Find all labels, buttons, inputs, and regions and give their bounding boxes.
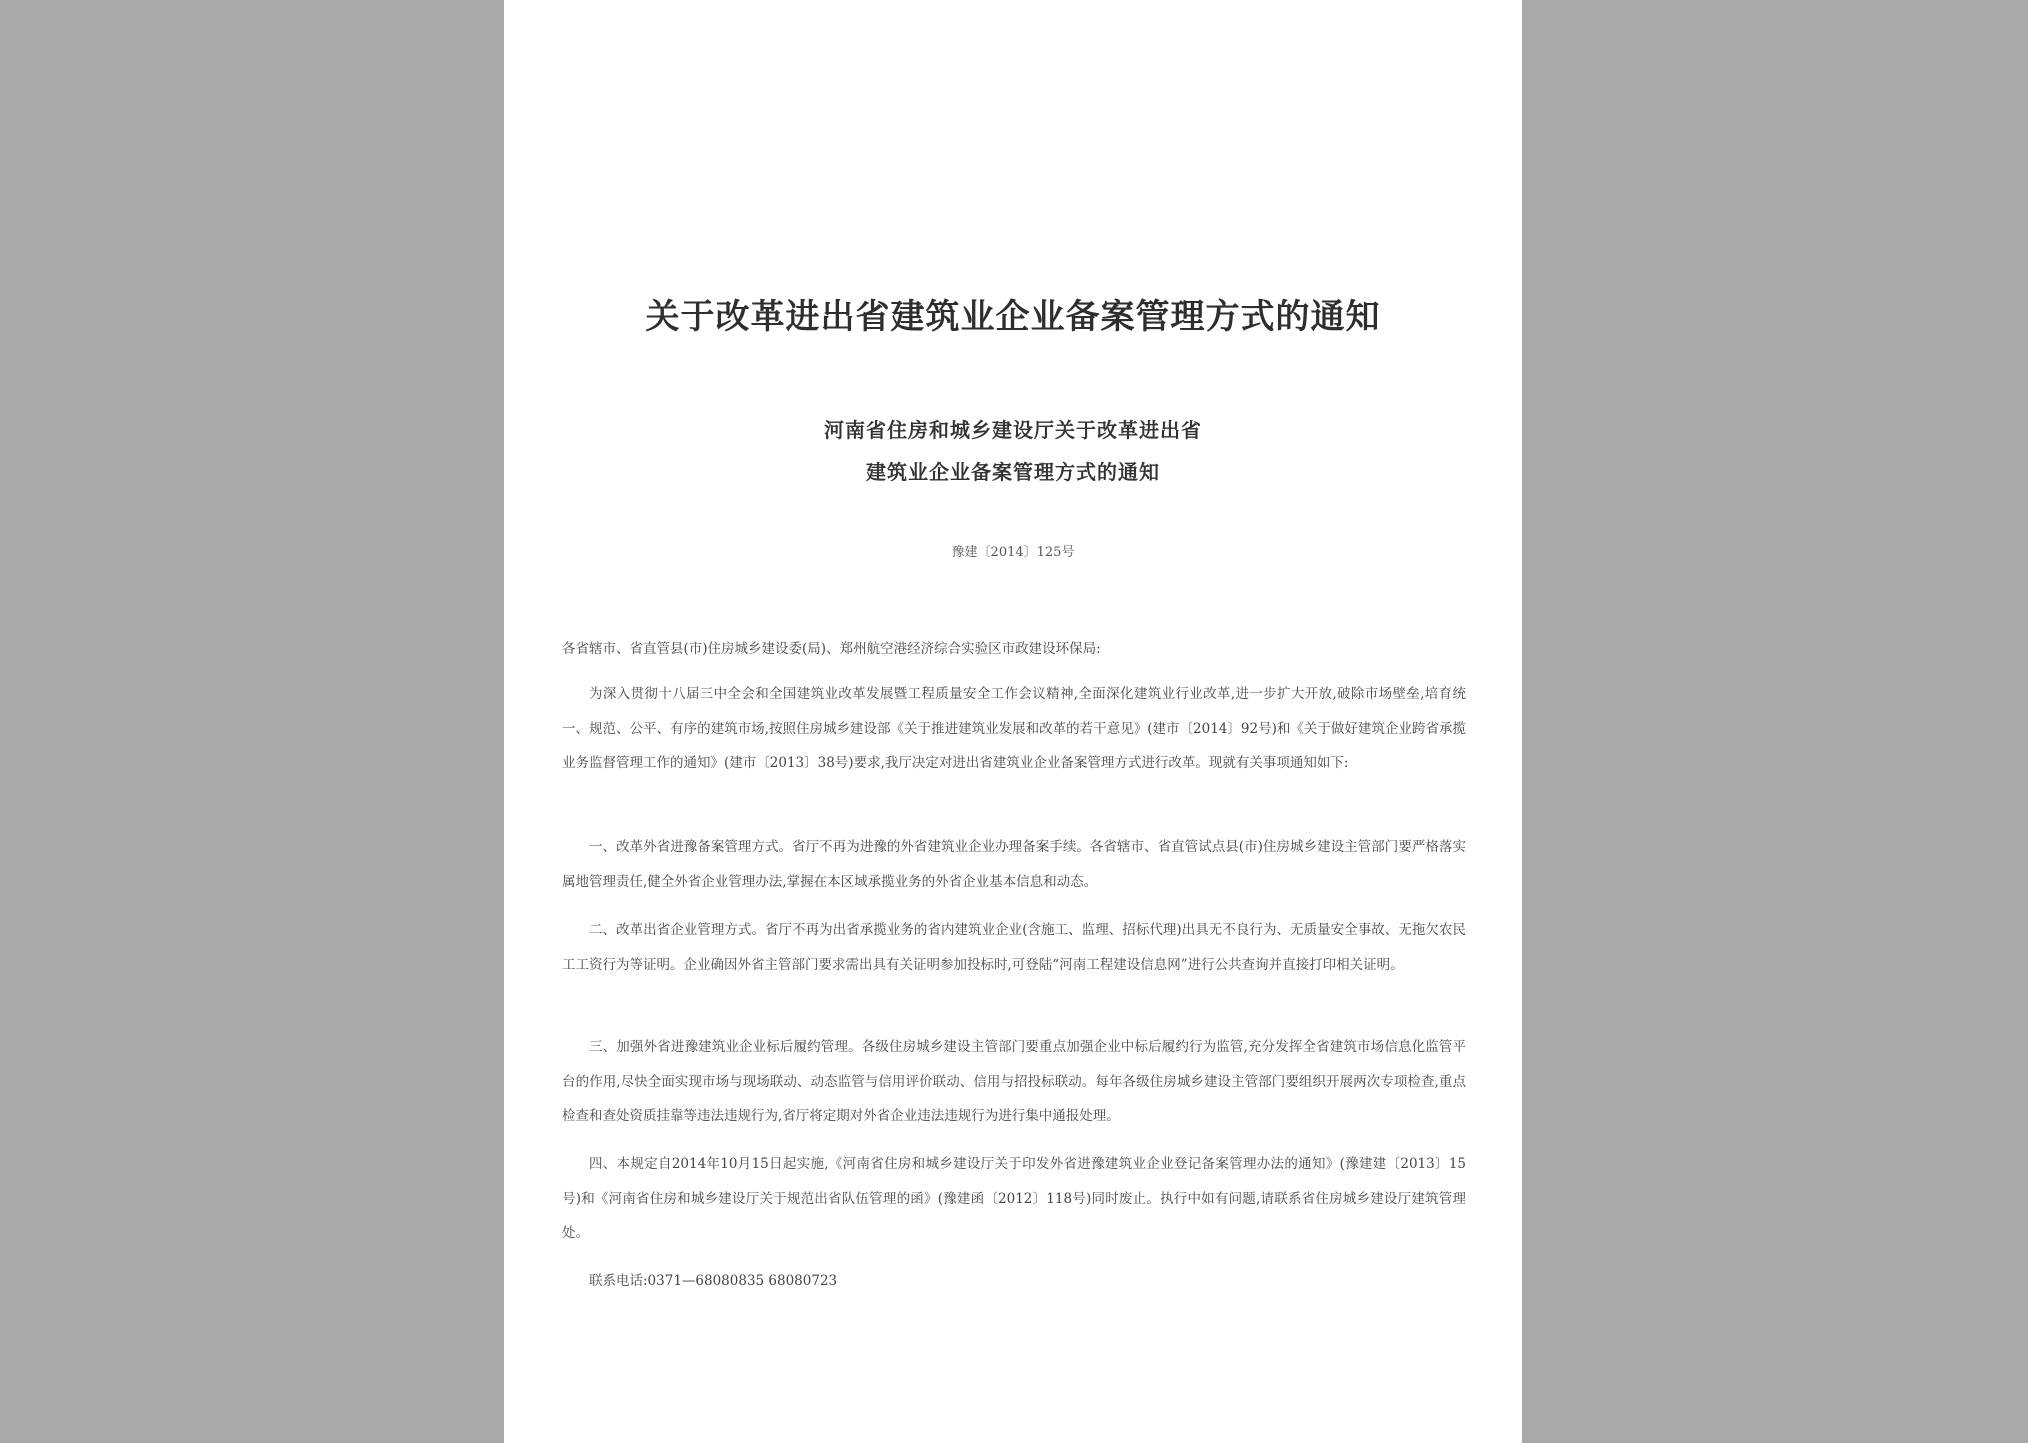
clause-2-paragraph: 二、改革出省企业管理方式。省厅不再为出省承揽业务的省内建筑业企业(含施工、监理、招标代理)出具无不良行为、无质量安全事故、无拖欠农民工工资行为等证明。企业确因外省主管部门要求需出具有关证明参加投标时,可登陆“河南工程建设信息网”进行公共查询并直接打印相关证明。: [562, 922, 1466, 973]
document-number: 豫建〔2014〕125号: [951, 545, 1075, 560]
subtitle-line-2: 建筑业企业备案管理方式的通知: [866, 460, 1160, 484]
addressee-line: 各省辖市、省直管县(市)住房城乡建设委(局)、郑州航空港经济综合实验区市政建设环保局:: [562, 641, 1101, 657]
clause-4-paragraph: 四、本规定自2014年10月15日起实施,《河南省住房和城乡建设厅关于印发外省进豫建筑业企业登记备案管理办法的通知》(豫建建〔2013〕15号)和《河南省住房和城乡建设厅关于规范出省队伍管理的函》(豫建函〔2012〕118号)同时废止。执行中如有问题,请联系省住房城乡建设厅建筑管理处。: [562, 1156, 1466, 1241]
intro-paragraph: 为深入贯彻十八届三中全会和全国建筑业改革发展暨工程质量安全工作会议精神,全面深化建筑业行业改革,进一步扩大开放,破除市场壁垒,培育统一、规范、公平、有序的建筑市场,按照住房城乡建设部《关于推进建筑业发展和改革的若干意见》(建市〔2014〕92号)和《关于做好建筑企业跨省承揽业务监督管理工作的通知》(建市〔2013〕38号)要求,我厅决定对进出省建筑业企业备案管理方式进行改革。现就有关事项通知如下:: [562, 686, 1466, 771]
subtitle-line-1: 河南省住房和城乡建设厅关于改革进出省: [824, 418, 1202, 442]
document-title: 关于改革进出省建筑业企业备案管理方式的通知: [645, 297, 1381, 337]
contact-phone-line: 联系电话:0371—68080835 68080723: [589, 1273, 838, 1289]
clause-3-paragraph: 三、加强外省进豫建筑业企业标后履约管理。各级住房城乡建设主管部门要重点加强企业中标后履约行为监管,充分发挥全省建筑市场信息化监管平台的作用,尽快全面实现市场与现场联动、动态监管与信用评价联动、信用与招投标联动。每年各级住房城乡建设主管部门要组织开展两次专项检查,重点检查和查处资质挂靠等违法违规行为,省厅将定期对外省企业违法违规行为进行集中通报处理。: [562, 1039, 1466, 1124]
clause-1-paragraph: 一、改革外省进豫备案管理方式。省厅不再为进豫的外省建筑业企业办理备案手续。各省辖市、省直管试点县(市)住房城乡建设主管部门要严格落实属地管理责任,健全外省企业管理办法,掌握在本区域承揽业务的外省企业基本信息和动态。: [562, 839, 1466, 890]
document-page: [504, 0, 1522, 1443]
